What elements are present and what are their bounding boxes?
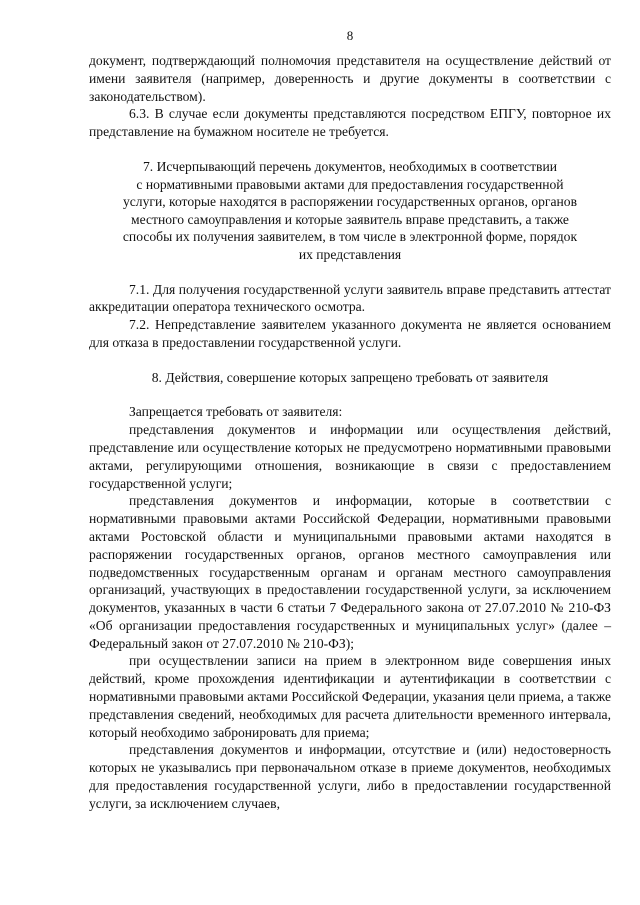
document-page [89, 28, 611, 813]
paragraph-prohibited-intro: Запрещается требовать от заявителя: [129, 404, 343, 420]
section-7-heading-line: с нормативными правовыми актами для предоставления государственной [136, 176, 564, 192]
section-7-heading-line: услуги, которые находятся в распоряжении государственных органов, органов [122, 194, 578, 210]
paragraph-prohibited-item-2: представления документов и информации, которые в соответствии с нормативными правовыми актами Российской Федерации, нормативными правовыми актами Ростовской области и муниципальными правовыми актами находятся в распоряжении государственных органов, органов местного самоуправления или подведомственных государственным органам и органам местного самоуправления организаций, участвующих в предоставлении государственной услуги, за исключением документов, указанных в части 6 статьи 7 Федерального закона от 27.07.2010 № 210-ФЗ «Об организации предоставления государственных и муниципальных услуг» (далее – Федеральный закон от 27.07.2010 № 210-ФЗ); [89, 493, 611, 651]
section-7-heading-line: местного самоуправления и которые заявитель вправе представить, а также [131, 211, 569, 227]
paragraph-7-2: 7.2. Непредставление заявителем указанного документа не является основанием для отказа в предоставлении государственной услуги. [89, 317, 611, 350]
paragraph-prohibited-item-4: представления документов и информации, отсутствие и (или) недостоверность которых не указывались при первоначальном отказе в приеме документов, необходимых для предоставления государственной услуги, либо в предоставлении государственной услуги, за исключением случаев, [89, 742, 611, 811]
section-7-heading-line: 7. Исчерпывающий перечень документов, необходимых в соответствии [143, 158, 557, 174]
page-number: 8 [346, 28, 354, 43]
section-8-heading: 8. Действия, совершение которых запрещено требовать от заявителя [151, 369, 549, 385]
paragraph-7-1: 7.1. Для получения государственной услуги заявитель вправе представить аттестат аккредитации оператора технического осмотра. [89, 281, 611, 315]
paragraph-representative-document: документ, подтверждающий полномочия представителя на осуществление действий от имени заявителя (например, доверенность и другие документы в соответствии с законодательством). [89, 53, 611, 104]
paragraph-prohibited-item-3: при осуществлении записи на прием в электронном виде совершения иных действий, кроме прохождения идентификации и аутентификации в соответствии с нормативными правовыми актами Российской Федерации, указания цели приема, а также представления сведений, необходимых для расчета длительности временного интервала, который необходимо забронировать для приема; [89, 653, 611, 740]
section-7-heading-line: их представления [298, 246, 402, 262]
paragraph-6-3: 6.3. В случае если документы представляются посредством ЕПГУ, повторное их представление на бумажном носителе не требуется. [89, 106, 611, 140]
section-7-heading-line: способы их получения заявителем, в том числе в электронной форме, порядок [122, 229, 578, 245]
section-7-heading [89, 158, 611, 264]
paragraph-prohibited-item-1: представления документов и информации или осуществления действий, представление или осуществление которых не предусмотрено нормативными правовыми актами, регулирующими отношения, возникающие в связи с предоставлением государственной услуги; [89, 422, 611, 491]
